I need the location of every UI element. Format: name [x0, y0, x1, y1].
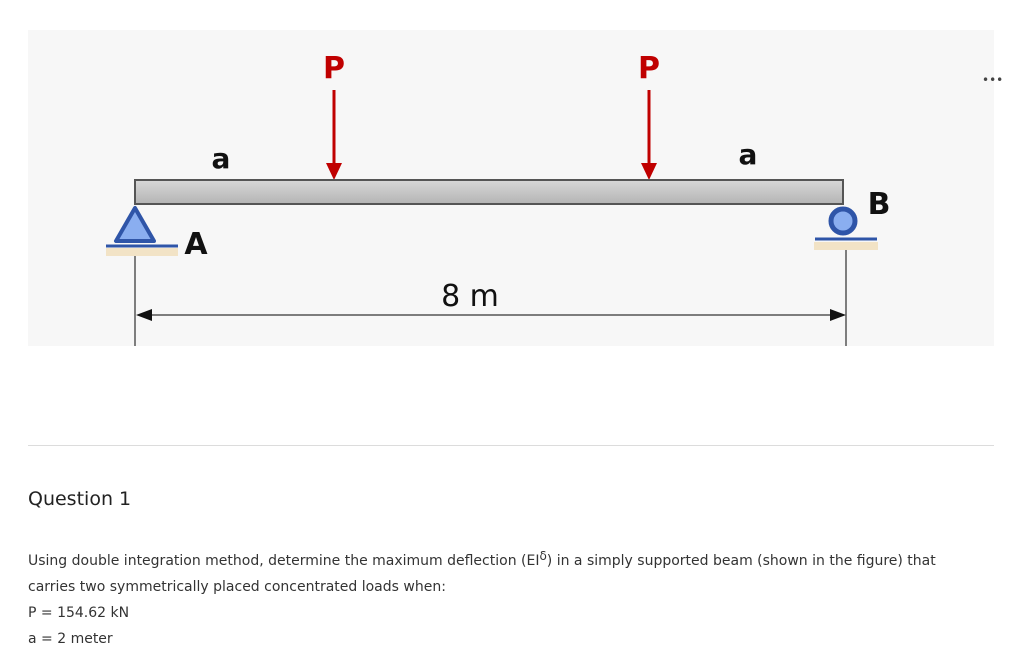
ground-right: [814, 242, 878, 250]
pin-support-left: [116, 208, 154, 241]
question-line-1: [28, 543, 988, 574]
divider: [28, 445, 994, 446]
given-a: a = 2 meter: [28, 631, 113, 647]
delta-symbol: δ: [539, 549, 547, 563]
beam-diagram: [28, 30, 994, 346]
span-label-left: a: [211, 142, 231, 175]
question-text-after: ) in a simply supported beam (shown in the figure) that: [546, 553, 936, 569]
question-title: Question 1: [28, 488, 132, 510]
load-arrowhead-right: [641, 163, 657, 180]
question-text-before: Using double integration method, determine the maximum deflection (EI: [28, 553, 540, 569]
question-line-2: carries two symmetrically placed concentrated loads when:: [28, 579, 446, 595]
beam: [135, 180, 843, 204]
load-label-left: P: [323, 51, 345, 86]
load-arrowhead-left: [326, 163, 342, 180]
span-label-right: a: [738, 138, 758, 171]
more-icon[interactable]: •••: [982, 73, 1004, 87]
support-label-right: B: [867, 187, 891, 222]
ground-left: [106, 248, 178, 256]
question-body: [28, 543, 988, 652]
support-label-left: A: [184, 227, 208, 262]
dimension-arrow-left: [136, 309, 152, 321]
load-label-right: P: [638, 51, 660, 86]
dimension-arrow-right: [830, 309, 846, 321]
roller-support-right: [831, 209, 855, 233]
beam-figure: [28, 30, 1004, 346]
given-p: P = 154.62 kN: [28, 605, 130, 621]
length-label: 8 m: [441, 279, 499, 314]
